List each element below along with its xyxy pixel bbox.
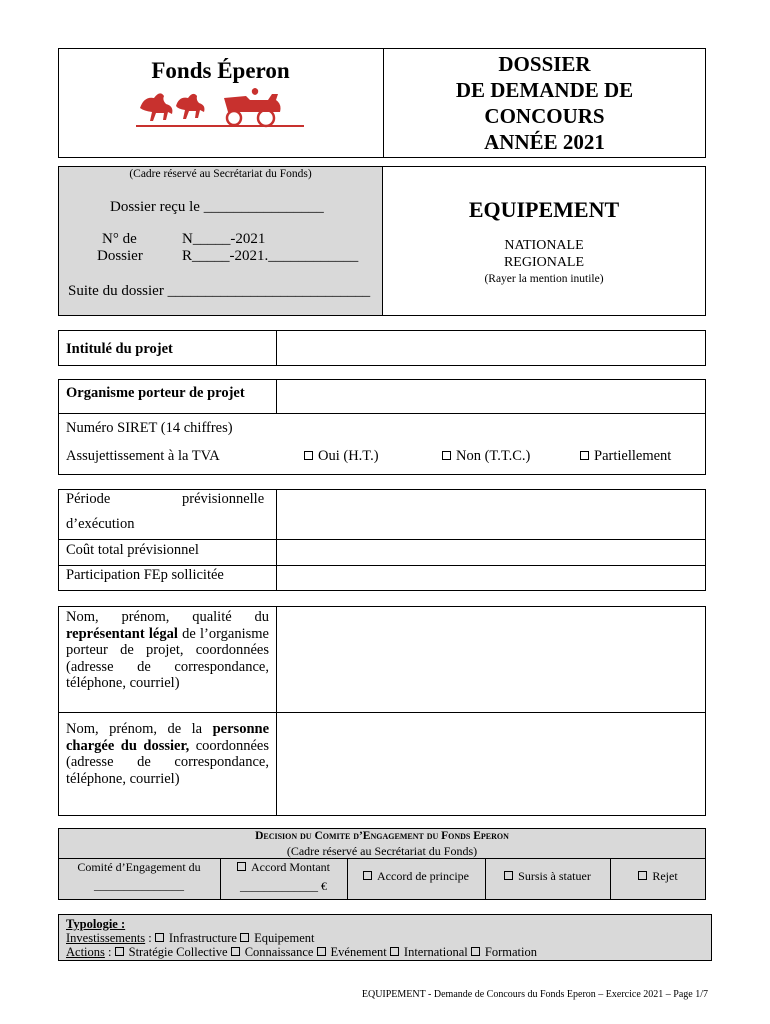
- typologie-title: Typologie :: [66, 917, 126, 931]
- title-line-3: CONCOURS: [484, 104, 605, 128]
- inv-infrastructure[interactable]: [155, 931, 237, 945]
- checkbox-icon[interactable]: [237, 862, 246, 871]
- act-strategie-label: Stratégie Collective: [128, 945, 228, 959]
- tva-option-partiel-label: Partiellement: [594, 448, 672, 464]
- person-text-post: coordonnées (adresse de correspondance, téléphone, courriel): [66, 737, 270, 787]
- category-nationale[interactable]: NATIONALE: [504, 238, 584, 253]
- act-evenement[interactable]: [317, 945, 387, 959]
- title-line-2: DE DEMANDE DE: [455, 78, 634, 102]
- category-regionale[interactable]: REGIONALE: [503, 255, 585, 270]
- act-international-label: International: [403, 945, 468, 959]
- decision-title: Decision du Comite d’Engagement du Fonds Eperon: [255, 830, 509, 842]
- dossier-number-label-2: Dossier: [97, 248, 143, 264]
- title-line-4: ANNÉE 2021: [484, 130, 605, 154]
- sursis-statuer[interactable]: [485, 869, 610, 884]
- dossier-title: [383, 51, 706, 155]
- tva-label: Assujettissement à la TVA: [66, 448, 220, 464]
- checkbox-icon[interactable]: [390, 947, 399, 956]
- accord-principe-label: Accord de principe: [377, 869, 469, 883]
- title-line-1: DOSSIER: [498, 52, 591, 76]
- rep-text-bold: représentant légal: [66, 625, 178, 642]
- tva-option-non-label: Non (T.T.C.): [456, 448, 531, 464]
- periode-label-c: d’exécution: [66, 516, 135, 532]
- page-footer: EQUIPEMENT - Demande de Concours du Fonds Eperon – Exercice 2021 – Page 1/7: [361, 989, 708, 1000]
- tva-option-partiel[interactable]: [580, 448, 671, 465]
- checkbox-icon[interactable]: [638, 871, 647, 880]
- checkbox-icon[interactable]: [240, 933, 249, 942]
- decision-caption: (Cadre réservé au Secrétariat du Fonds): [286, 844, 478, 858]
- cout-label: Coût total prévisionnel: [66, 542, 199, 558]
- fonds-eperon-logo: [134, 86, 306, 132]
- project-title-label: Intitulé du projet: [66, 341, 173, 357]
- received-date-field[interactable]: Dossier reçu le ________________: [110, 199, 324, 215]
- category-title: EQUIPEMENT: [468, 197, 620, 222]
- personne-label: [66, 721, 269, 787]
- accord-principe[interactable]: [347, 869, 485, 884]
- person-text-pre: Nom, prénom, de la: [66, 721, 203, 737]
- act-evenement-label: Evénement: [330, 945, 387, 959]
- checkbox-icon[interactable]: [115, 947, 124, 956]
- act-connaissance-label: Connaissance: [244, 945, 314, 959]
- cout-input[interactable]: [277, 540, 705, 564]
- checkbox-icon[interactable]: [442, 451, 451, 460]
- sursis-label: Sursis à statuer: [518, 869, 591, 883]
- act-formation-label: Formation: [484, 945, 537, 959]
- personne-input[interactable]: [277, 713, 705, 815]
- comite-label: Comité d’Engagement du: [77, 860, 201, 874]
- siret-label: Numéro SIRET (14 chiffres): [66, 420, 233, 436]
- rejet-label: Rejet: [652, 869, 678, 883]
- tva-option-non[interactable]: [442, 448, 530, 465]
- periode-input[interactable]: [277, 490, 705, 538]
- act-connaissance[interactable]: [231, 945, 314, 959]
- checkbox-icon[interactable]: [317, 947, 326, 956]
- inv-equipement-label: Equipement: [254, 931, 315, 945]
- organisme-label: Organisme porteur de projet: [66, 385, 245, 401]
- periode-label-a: Période: [66, 491, 111, 507]
- dossier-number-n-field[interactable]: N_____-2021: [182, 231, 266, 247]
- inv-equipement[interactable]: [240, 931, 314, 945]
- checkbox-icon[interactable]: [363, 871, 372, 880]
- actions-row: Actions : Stratégie Collective Connaissance Evénement International Formation: [66, 945, 537, 959]
- investissements-row: Investissements : Infrastructure Equipement: [66, 931, 315, 945]
- act-international[interactable]: [390, 945, 468, 959]
- checkbox-icon[interactable]: [304, 451, 313, 460]
- project-title-input[interactable]: [277, 331, 705, 365]
- rep-text-post: de l’organisme porteur de projet, coordonnées (adresse de correspondance, téléphone, courriel): [66, 625, 269, 691]
- representant-label: [66, 609, 269, 692]
- participation-input[interactable]: [277, 566, 705, 590]
- tva-option-oui-label: Oui (H.T.): [318, 448, 379, 464]
- checkbox-icon[interactable]: [504, 871, 513, 880]
- accord-montant-label: Accord Montant: [251, 860, 330, 874]
- checkbox-icon[interactable]: [471, 947, 480, 956]
- secretariat-caption: (Cadre réservé au Secrétariat du Fonds): [129, 168, 312, 180]
- comite-date-field[interactable]: _______________: [94, 878, 184, 892]
- suite-dossier-field[interactable]: Suite du dossier ___________________________: [68, 283, 371, 299]
- inv-infrastructure-label: Infrastructure: [168, 931, 237, 945]
- act-strategie[interactable]: [115, 945, 228, 959]
- category-note: (Rayer la mention inutile): [484, 273, 604, 285]
- investissements-label: Investissements: [66, 931, 146, 945]
- checkbox-icon[interactable]: [580, 451, 589, 460]
- checkbox-icon[interactable]: [231, 947, 240, 956]
- rep-text-pre: Nom, prénom, qualité du: [66, 609, 269, 625]
- act-formation[interactable]: [471, 945, 537, 959]
- organisme-input[interactable]: [277, 380, 705, 412]
- montant-field[interactable]: _____________ €: [240, 879, 327, 893]
- periode-label-b: prévisionnelle: [182, 491, 265, 507]
- participation-label: Participation FEp sollicitée: [66, 567, 224, 583]
- representant-input[interactable]: [277, 607, 705, 711]
- org-name: Fonds Éperon: [151, 58, 290, 83]
- actions-label: Actions: [66, 945, 105, 959]
- accord-montant[interactable]: [220, 860, 347, 875]
- checkbox-icon[interactable]: [155, 933, 164, 942]
- dossier-number-r-field[interactable]: R_____-2021.____________: [182, 248, 359, 264]
- tva-option-oui[interactable]: [304, 448, 379, 465]
- dossier-number-label-1: N° de: [102, 231, 137, 247]
- rejet[interactable]: [610, 869, 706, 884]
- person-text-bold: personne chargée du dossier,: [66, 721, 270, 754]
